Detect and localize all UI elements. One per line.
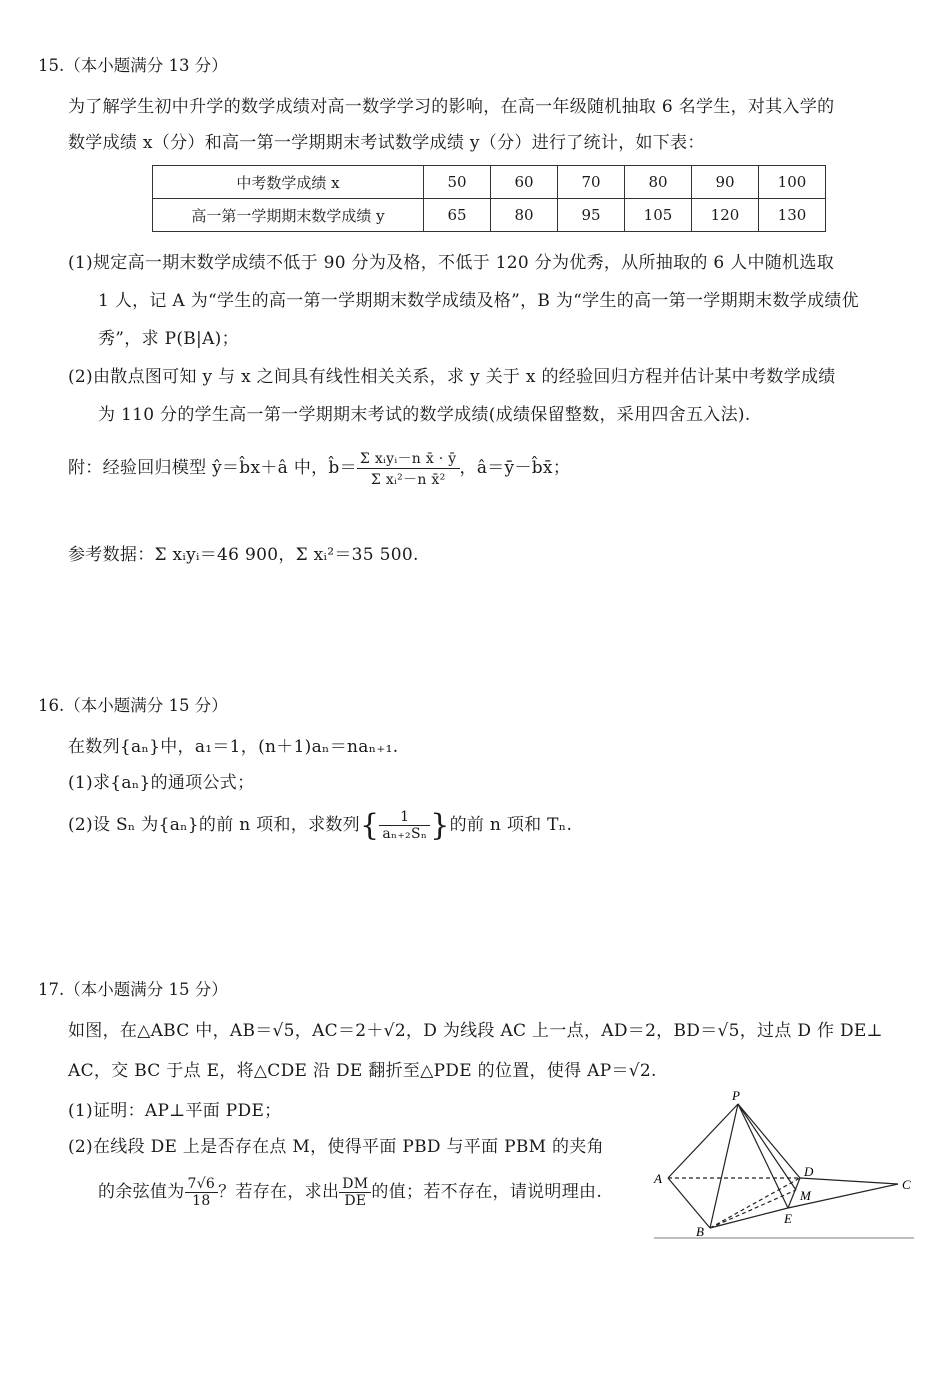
edge-PB: [710, 1104, 738, 1228]
edge-PD: [738, 1104, 800, 1178]
q15-header: 15.（本小题满分 13 分）: [38, 56, 228, 75]
table-cell: 105: [625, 199, 692, 232]
table-cell: 60: [491, 166, 558, 199]
table-cell: 50: [424, 166, 491, 199]
table-cell: 95: [558, 199, 625, 232]
table-row: [153, 199, 826, 232]
table-header-cell: 中考数学成绩 x: [153, 166, 424, 199]
ratio-denominator: DE: [344, 1193, 367, 1209]
table-cell: 80: [625, 166, 692, 199]
left-brace: {: [359, 808, 380, 843]
table-row: [153, 166, 826, 199]
edge-PA: [668, 1104, 738, 1178]
edge-PM: [738, 1104, 796, 1190]
label-M: M: [800, 1188, 811, 1203]
table-cell: 100: [759, 166, 826, 199]
q15-part2-line1: (2)由散点图可知 y 与 x 之间具有线性相关关系，求 y 关于 x 的经验回归方程并估计某中考数学成绩: [68, 367, 836, 387]
formula-suffix: ，â＝ȳ－b̂x̄；: [459, 458, 571, 478]
edge-DC: [800, 1178, 898, 1184]
q17-part2-line2: [98, 1176, 602, 1209]
table-cell: 90: [692, 166, 759, 199]
q17-header: 17.（本小题满分 15 分）: [38, 980, 228, 999]
regression-slope-fraction: [357, 448, 460, 489]
fraction-denominator: aₙ₊₂Sₙ: [382, 826, 428, 842]
q15-reference-data: 参考数据：Σ xᵢyᵢ＝46 900，Σ xᵢ²＝35 500.: [68, 545, 419, 565]
q17-part1: (1)证明：AP⊥平面 PDE；: [68, 1101, 282, 1121]
q16-part2-prefix: (2)设 Sₙ 为{aₙ}的前 n 项和，求数列: [68, 815, 360, 835]
pyramid-figure: [648, 1090, 918, 1242]
table-cell: 130: [759, 199, 826, 232]
q15-part1-line1: (1)规定高一期末数学成绩不低于 90 分为及格，不低于 120 分为优秀，从所抽取的 6 人中随机选取: [68, 253, 834, 273]
q17-line2: AC，交 BC 于点 E，将△CDE 沿 DE 翻折至△PDE 的位置，使得 AP＝√2.: [68, 1061, 657, 1081]
q17-part2-mid: ？若存在，求出: [218, 1182, 340, 1202]
cosine-fraction: [185, 1176, 219, 1209]
q15-formula: [68, 448, 570, 489]
q16-part2: [68, 808, 572, 843]
cosine-numerator: 7√6: [185, 1176, 219, 1193]
table-cell: 120: [692, 199, 759, 232]
label-C: C: [902, 1177, 911, 1192]
formula-numerator: Σ xᵢyᵢ－n x̄ · ȳ: [357, 448, 460, 469]
q15-part1-line3: 秀”，求 P(B|A)；: [98, 329, 239, 349]
ratio-fraction: [339, 1176, 371, 1209]
q16-header: 16.（本小题满分 15 分）: [38, 696, 228, 715]
label-B: B: [696, 1224, 704, 1239]
fraction-numerator: 1: [379, 809, 430, 826]
formula-prefix: 附：经验回归模型 ŷ＝b̂x＋â 中，b̂＝: [68, 458, 357, 478]
label-E: E: [784, 1211, 792, 1226]
q15-intro-line1: 为了解学生初中升学的数学成绩对高一数学学习的影响，在高一年级随机抽取 6 名学生，对其入学的: [68, 97, 835, 117]
q15-intro-line2: 数学成绩 x（分）和高一第一学期期末考试数学成绩 y（分）进行了统计，如下表：: [68, 133, 705, 153]
cosine-denominator: 18: [192, 1193, 211, 1209]
table-cell: 80: [491, 199, 558, 232]
q17-part2-suffix: 的值；若不存在，请说明理由.: [371, 1182, 603, 1202]
right-brace: }: [430, 808, 450, 843]
q17-part2-line1: (2)在线段 DE 上是否存在点 M，使得平面 PBD 与平面 PBM 的夹角: [68, 1137, 604, 1157]
sequence-term-fraction: [379, 809, 430, 842]
table-cell: 70: [558, 166, 625, 199]
q17-part2-prefix: 的余弦值为: [98, 1182, 185, 1202]
q16-part1: (1)求{aₙ}的通项公式；: [68, 773, 255, 793]
label-A: A: [654, 1171, 662, 1186]
ratio-numerator: DM: [339, 1176, 371, 1193]
table-cell: 65: [424, 199, 491, 232]
q16-line1: 在数列{aₙ}中，a₁＝1，(n＋1)aₙ＝naₙ₊₁.: [68, 737, 399, 757]
q16-part2-suffix: 的前 n 项和 Tₙ.: [449, 815, 573, 835]
edge-AB: [668, 1178, 710, 1228]
q15-score-table: [152, 165, 826, 232]
formula-denominator: Σ xᵢ²－n x̄²: [370, 472, 446, 488]
q15-part2-line2: 为 110 分的学生高一第一学期期末考试的数学成绩(成绩保留整数，采用四舍五入法).: [98, 405, 751, 425]
q15-part1-line2: 1 人，记 A 为“学生的高一第一学期期末数学成绩及格”，B 为“学生的高一第一学期期末数学成绩优: [98, 291, 859, 311]
table-header-cell: 高一第一学期期末数学成绩 y: [153, 199, 424, 232]
edge-PE: [738, 1104, 788, 1208]
label-D: D: [804, 1164, 814, 1179]
label-P: P: [732, 1090, 740, 1103]
q17-line1: 如图，在△ABC 中，AB＝√5，AC＝2＋√2，D 为线段 AC 上一点，AD＝2，BD＝√5，过点 D 作 DE⊥: [68, 1021, 883, 1041]
